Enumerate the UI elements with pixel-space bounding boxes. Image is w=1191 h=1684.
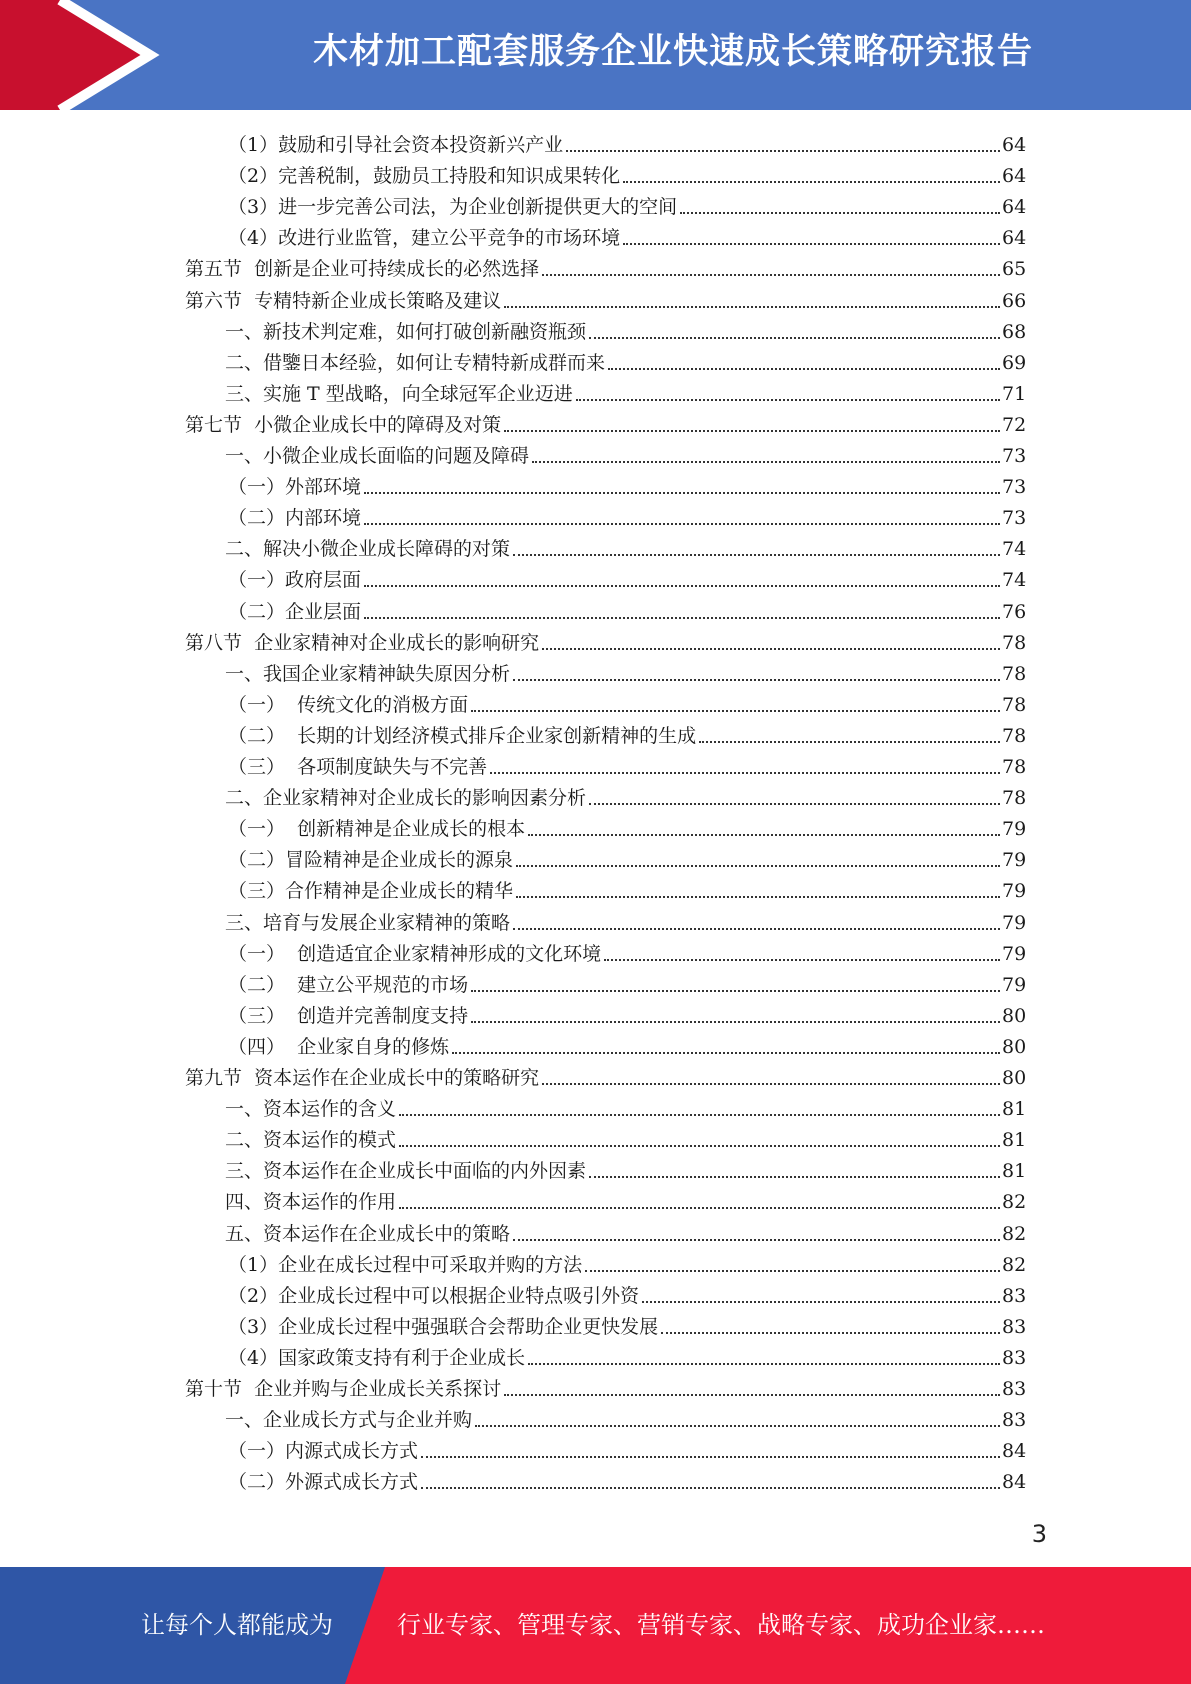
toc-dot-leader bbox=[528, 834, 1000, 836]
toc-entry-page: 82 bbox=[1002, 1253, 1027, 1276]
toc-entry-title: （一）外部环境 bbox=[228, 476, 362, 499]
toc-entry[interactable] bbox=[225, 1402, 1026, 1433]
toc-entry-page: 80 bbox=[1002, 1004, 1027, 1027]
toc-entry-page: 72 bbox=[1002, 413, 1027, 436]
toc-entry-title: （二） 建立公平规范的市场 bbox=[228, 973, 469, 996]
toc-dot-leader bbox=[475, 1425, 1000, 1427]
toc-dot-leader bbox=[699, 741, 1000, 743]
toc-entry[interactable] bbox=[228, 811, 1026, 842]
toc-dot-leader bbox=[542, 274, 1000, 276]
toc-entry[interactable] bbox=[228, 873, 1026, 904]
toc-dot-leader bbox=[513, 928, 1000, 930]
toc-dot-leader bbox=[589, 1176, 1000, 1178]
toc-entry-title: （一） 创新精神是企业成长的根本 bbox=[228, 818, 526, 841]
toc-entry-title: （一）政府层面 bbox=[228, 569, 362, 592]
toc-entry-title: 二、借鑒日本经验，如何让专精特新成群而来 bbox=[225, 351, 606, 374]
toc-entry-page: 76 bbox=[1002, 600, 1027, 623]
toc-entry[interactable] bbox=[228, 1278, 1026, 1309]
toc-dot-leader bbox=[399, 1145, 1000, 1147]
page-header bbox=[0, 0, 1191, 110]
toc-entry-page: 74 bbox=[1002, 569, 1027, 592]
toc-entry[interactable] bbox=[228, 594, 1026, 625]
toc-entry-page: 83 bbox=[1002, 1378, 1027, 1400]
toc-entry-page: 69 bbox=[1002, 351, 1027, 374]
toc-entry[interactable] bbox=[228, 500, 1026, 531]
toc-entry-title: 第七节 小微企业成长中的障碍及对策 bbox=[185, 413, 502, 436]
footer-slogan: 让每个人都能成为 bbox=[141, 1611, 333, 1639]
toc-entry[interactable] bbox=[228, 469, 1026, 500]
toc-entry-title: 三、资本运作在企业成长中面临的内外因素 bbox=[225, 1160, 587, 1183]
toc-entry[interactable] bbox=[225, 1122, 1026, 1153]
toc-entry[interactable] bbox=[228, 1309, 1026, 1340]
report-title: 木材加工配套服务企业快速成长策略研究报告 bbox=[312, 32, 1033, 72]
toc-entry[interactable] bbox=[225, 376, 1026, 407]
toc-entry-title: （四） 企业家自身的修炼 bbox=[228, 1035, 450, 1058]
toc-entry-title: （4）改进行业监管，建立公平竞争的市场环境 bbox=[228, 227, 621, 250]
toc-entry-page: 78 bbox=[1002, 631, 1027, 654]
toc-entry-title: 一、新技术判定难，如何打破创新融资瓶颈 bbox=[225, 320, 587, 343]
toc-dot-leader bbox=[532, 461, 1000, 463]
toc-entry-title: （二）内部环境 bbox=[228, 507, 362, 530]
toc-dot-leader bbox=[661, 1332, 1000, 1334]
toc-entry-page: 79 bbox=[1002, 942, 1027, 965]
toc-entry-page: 73 bbox=[1002, 476, 1027, 499]
toc-entry[interactable] bbox=[225, 780, 1026, 811]
toc-entry-title: 第八节 企业家精神对企业成长的影响研究 bbox=[185, 631, 540, 654]
toc-entry[interactable] bbox=[228, 158, 1026, 189]
toc-entry-page: 74 bbox=[1002, 538, 1027, 561]
toc-entry[interactable] bbox=[228, 562, 1026, 593]
toc-entry-page: 83 bbox=[1002, 1346, 1027, 1369]
toc-dot-leader bbox=[566, 150, 1000, 152]
toc-dot-leader bbox=[623, 243, 1000, 245]
toc-dot-leader bbox=[490, 772, 1000, 774]
toc-entry-page: 79 bbox=[1002, 849, 1027, 872]
toc-entry-title: 三、培育与发展企业家精神的策略 bbox=[225, 911, 511, 934]
toc-entry-title: 第六节 专精特新企业成长策略及建议 bbox=[185, 289, 502, 312]
toc-dot-leader bbox=[542, 1083, 1000, 1085]
toc-entry-page: 71 bbox=[1002, 382, 1027, 405]
toc-dot-leader bbox=[421, 1456, 1000, 1458]
toc-dot-leader bbox=[528, 1363, 1000, 1365]
toc-entry-page: 78 bbox=[1002, 724, 1027, 747]
toc-entry[interactable] bbox=[185, 1060, 1026, 1091]
toc-entry-page: 83 bbox=[1002, 1284, 1027, 1307]
footer-roles: 行业专家、管理专家、营销专家、战略专家、成功企业家…… bbox=[397, 1611, 1045, 1639]
toc-entry-page: 64 bbox=[1002, 165, 1027, 188]
toc-entry-page: 78 bbox=[1002, 756, 1027, 778]
toc-entry-title: （一）内源式成长方式 bbox=[228, 1440, 419, 1463]
toc-entry-title: （3）进一步完善公司法，为企业创新提供更大的空间 bbox=[228, 196, 678, 219]
toc-dot-leader bbox=[364, 523, 1000, 525]
toc-entry-page: 78 bbox=[1002, 787, 1027, 810]
toc-entry[interactable] bbox=[185, 251, 1026, 282]
toc-entry-title: （一） 传统文化的消极方面 bbox=[228, 693, 469, 716]
toc-entry-title: 二、资本运作的模式 bbox=[225, 1129, 397, 1152]
toc-dot-leader bbox=[504, 1394, 1000, 1396]
toc-entry-title: 一、我国企业家精神缺失原因分析 bbox=[225, 662, 511, 685]
toc-entry[interactable] bbox=[225, 1216, 1026, 1247]
toc-entry-title: （一） 创造适宜企业家精神形成的文化环境 bbox=[228, 942, 602, 965]
toc-dot-leader bbox=[513, 679, 1000, 681]
toc-entry-title: （二）冒险精神是企业成长的源泉 bbox=[228, 849, 514, 872]
toc-entry-title: 一、资本运作的含义 bbox=[225, 1098, 397, 1121]
toc-entry-page: 64 bbox=[1002, 134, 1027, 156]
toc-entry-title: （2）企业成长过程中可以根据企业特点吸引外资 bbox=[228, 1284, 640, 1307]
toc-entry[interactable] bbox=[228, 718, 1026, 749]
toc-entry-page: 79 bbox=[1002, 973, 1027, 996]
toc-entry[interactable] bbox=[225, 1153, 1026, 1184]
toc-entry-page: 83 bbox=[1002, 1409, 1027, 1432]
toc-entry-page: 84 bbox=[1002, 1440, 1027, 1463]
toc-dot-leader bbox=[542, 648, 1000, 650]
toc-entry[interactable] bbox=[225, 1184, 1026, 1215]
toc-entry[interactable] bbox=[225, 531, 1026, 562]
toc-entry[interactable] bbox=[228, 842, 1026, 873]
toc-dot-leader bbox=[513, 554, 1000, 556]
toc-entry[interactable] bbox=[228, 189, 1026, 220]
toc-entry[interactable] bbox=[228, 220, 1026, 251]
toc-entry-title: 四、资本运作的作用 bbox=[225, 1191, 397, 1214]
toc-entry-page: 73 bbox=[1002, 507, 1027, 530]
toc-dot-leader bbox=[516, 896, 1000, 898]
toc-dot-leader bbox=[471, 710, 1000, 712]
toc-entry-page: 84 bbox=[1002, 1471, 1027, 1494]
toc-dot-leader bbox=[585, 1270, 1000, 1272]
toc-dot-leader bbox=[589, 337, 1000, 339]
toc-dot-leader bbox=[608, 368, 1000, 370]
toc-entry-title: 一、小微企业成长面临的问题及障碍 bbox=[225, 445, 530, 467]
toc-entry[interactable] bbox=[225, 438, 1026, 469]
toc-dot-leader bbox=[364, 585, 1000, 587]
toc-entry-page: 64 bbox=[1002, 196, 1027, 219]
toc-entry[interactable] bbox=[225, 345, 1026, 376]
toc-dot-leader bbox=[471, 990, 1000, 992]
toc-entry[interactable] bbox=[228, 749, 1026, 780]
toc-entry-title: （三） 创造并完善制度支持 bbox=[228, 1004, 469, 1027]
toc-entry-title: 一、企业成长方式与企业并购 bbox=[225, 1409, 473, 1432]
toc-entry-title: （1）企业在成长过程中可采取并购的方法 bbox=[228, 1253, 583, 1276]
toc-entry-page: 79 bbox=[1002, 911, 1027, 934]
toc-entry-page: 79 bbox=[1002, 818, 1027, 841]
toc-entry-page: 83 bbox=[1002, 1315, 1027, 1338]
toc-entry[interactable] bbox=[185, 283, 1026, 314]
toc-entry-page: 81 bbox=[1002, 1098, 1027, 1121]
toc-entry-title: 二、企业家精神对企业成长的影响因素分析 bbox=[225, 787, 587, 810]
toc-dot-leader bbox=[452, 1052, 1000, 1054]
toc-entry-title: （3）企业成长过程中强强联合会帮助企业更快发展 bbox=[228, 1315, 659, 1338]
toc-entry-page: 78 bbox=[1002, 662, 1027, 685]
toc-entry[interactable] bbox=[185, 625, 1026, 656]
toc-dot-leader bbox=[604, 959, 1000, 961]
toc-entry-page: 82 bbox=[1002, 1191, 1027, 1214]
toc-entry-page: 80 bbox=[1002, 1035, 1027, 1058]
toc-entry-page: 66 bbox=[1002, 289, 1027, 312]
toc-dot-leader bbox=[471, 1021, 1000, 1023]
toc-dot-leader bbox=[623, 181, 1000, 183]
toc-entry-title: （4）国家政策支持有利于企业成长 bbox=[228, 1346, 526, 1369]
toc-entry-title: 三、实施 T 型战略，向全球冠军企业迈进 bbox=[225, 382, 573, 405]
page-number: 3 bbox=[1031, 1520, 1047, 1548]
toc-entry-page: 81 bbox=[1002, 1129, 1027, 1152]
toc-entry[interactable] bbox=[185, 407, 1026, 438]
toc-entry-title: （1）鼓励和引导社会资本投资新兴产业 bbox=[228, 134, 564, 156]
toc-entry-title: 二、解决小微企业成长障碍的对策 bbox=[225, 538, 511, 561]
toc-dot-leader bbox=[642, 1301, 1000, 1303]
toc-dot-leader bbox=[589, 803, 1000, 805]
toc-entry-title: （三）合作精神是企业成长的精华 bbox=[228, 880, 514, 903]
toc-entry-page: 80 bbox=[1002, 1067, 1027, 1089]
toc-dot-leader bbox=[504, 430, 1000, 432]
toc-entry[interactable] bbox=[228, 1247, 1026, 1278]
toc-entry[interactable] bbox=[225, 314, 1026, 345]
toc-entry-page: 73 bbox=[1002, 445, 1027, 467]
toc-entry[interactable] bbox=[228, 1433, 1026, 1464]
toc-entry-page: 81 bbox=[1002, 1160, 1027, 1183]
toc-entry-title: （二）企业层面 bbox=[228, 600, 362, 623]
toc-entry[interactable] bbox=[225, 1091, 1026, 1122]
toc-entry[interactable] bbox=[225, 905, 1026, 936]
toc-entry[interactable] bbox=[228, 687, 1026, 718]
toc-entry-title: 五、资本运作在企业成长中的策略 bbox=[225, 1222, 511, 1245]
toc-entry[interactable] bbox=[228, 1340, 1026, 1371]
toc-entry-page: 64 bbox=[1002, 227, 1027, 250]
toc-entry[interactable] bbox=[225, 656, 1026, 687]
page-footer bbox=[0, 1567, 1191, 1684]
toc-entry-page: 65 bbox=[1002, 258, 1027, 281]
toc-entry[interactable] bbox=[228, 1464, 1026, 1495]
toc-dot-leader bbox=[680, 212, 1000, 214]
toc-dot-leader bbox=[399, 1114, 1000, 1116]
toc-dot-leader bbox=[364, 617, 1000, 619]
toc-dot-leader bbox=[513, 1239, 1000, 1241]
toc-entry-title: （二）外源式成长方式 bbox=[228, 1471, 419, 1494]
toc-dot-leader bbox=[576, 399, 1000, 401]
header-chevron-logo bbox=[0, 0, 160, 110]
toc-entry[interactable] bbox=[228, 998, 1026, 1029]
toc-entry[interactable] bbox=[228, 127, 1026, 158]
toc-dot-leader bbox=[504, 306, 1000, 308]
toc-entry-title: 第十节 企业并购与企业成长关系探讨 bbox=[185, 1378, 502, 1400]
toc-entry[interactable] bbox=[185, 1371, 1026, 1402]
toc-entry-page: 68 bbox=[1002, 320, 1027, 343]
toc-entry-page: 78 bbox=[1002, 693, 1027, 716]
toc-entry-page: 82 bbox=[1002, 1222, 1027, 1245]
toc-entry-title: （2）完善税制，鼓励员工持股和知识成果转化 bbox=[228, 165, 621, 188]
toc-entry-title: （二） 长期的计划经济模式排斥企业家创新精神的生成 bbox=[228, 724, 697, 747]
toc-entry-page: 79 bbox=[1002, 880, 1027, 903]
toc-dot-leader bbox=[421, 1487, 1000, 1489]
toc-dot-leader bbox=[516, 865, 1000, 867]
toc-entry-title: 第九节 资本运作在企业成长中的策略研究 bbox=[185, 1067, 540, 1089]
toc-entry-title: 第五节 创新是企业可持续成长的必然选择 bbox=[185, 258, 540, 281]
toc-entry-title: （三） 各项制度缺失与不完善 bbox=[228, 756, 488, 778]
toc-dot-leader bbox=[364, 492, 1000, 494]
toc-entry[interactable] bbox=[228, 1029, 1026, 1060]
toc-entry[interactable] bbox=[228, 936, 1026, 967]
toc-entry[interactable] bbox=[228, 967, 1026, 998]
toc-dot-leader bbox=[399, 1207, 1000, 1209]
